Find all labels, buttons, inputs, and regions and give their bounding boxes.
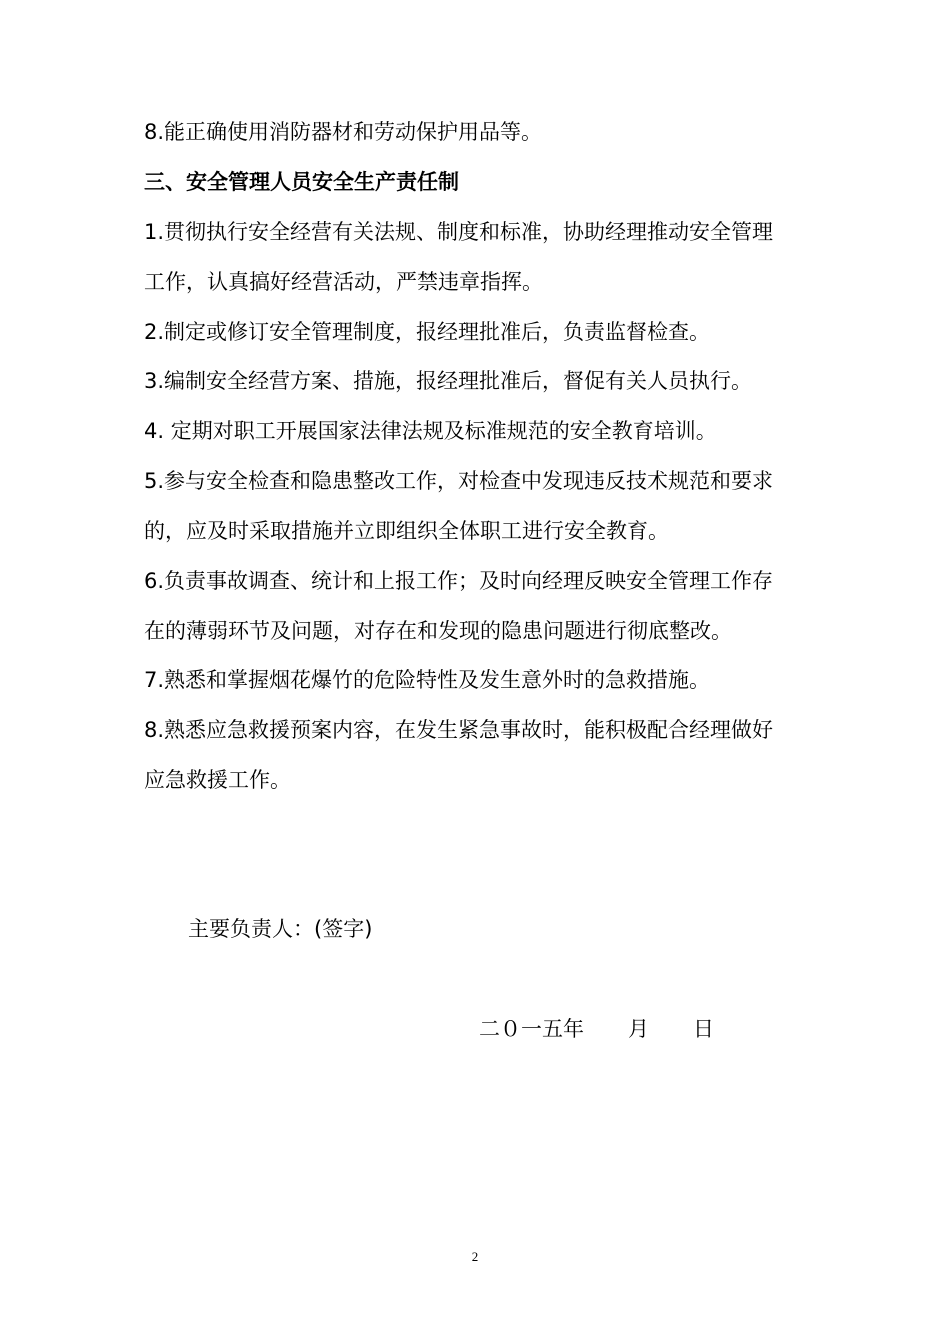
date-year: 二０一五年 <box>479 1017 584 1041</box>
duty-1-line-1: 1.贯彻执行安全经营有关法规、制度和标准，协助经理推动安全管理 <box>144 220 774 244</box>
duty-4-line: 4. 定期对职工开展国家法律法规及标准规范的安全教育培训。 <box>144 419 717 443</box>
page-number: 2 <box>471 1249 479 1264</box>
duty-3-line: 3.编制安全经营方案、措施，报经理批准后，督促有关人员执行。 <box>144 369 753 393</box>
duty-6-line-2: 在的薄弱环节及问题，对存在和发现的隐患问题进行彻底整改。 <box>144 619 732 643</box>
signature-line: 主要负责人：(签字) <box>188 917 373 941</box>
date-line <box>479 1014 950 1044</box>
date-day: 日 <box>693 1017 714 1041</box>
duty-8-line-2: 应急救援工作。 <box>144 768 291 792</box>
duty-5-line-1: 5.参与安全检查和隐患整改工作，对检查中发现违反技术规范和要求 <box>144 469 774 493</box>
duty-2-line: 2.制定或修订安全管理制度，报经理批准后，负责监督检查。 <box>144 320 711 344</box>
duty-5-line-2: 的，应及时采取措施并立即组织全体职工进行安全教育。 <box>144 519 669 543</box>
duty-6-line-1: 6.负责事故调查、统计和上报工作；及时向经理反映安全管理工作存 <box>144 569 774 593</box>
clause-8-line: 8.能正确使用消防器材和劳动保护用品等。 <box>144 120 543 144</box>
duty-1-line-2: 工作，认真搞好经营活动，严禁违章指挥。 <box>144 270 543 294</box>
section-heading: 三、安全管理人员安全生产责任制 <box>144 170 459 194</box>
duty-8-line-1: 8.熟悉应急救援预案内容，在发生紧急事故时，能积极配合经理做好 <box>144 718 774 742</box>
date-month: 月 <box>628 1017 649 1041</box>
duty-7-line: 7.熟悉和掌握烟花爆竹的危险特性及发生意外时的急救措施。 <box>144 668 711 692</box>
